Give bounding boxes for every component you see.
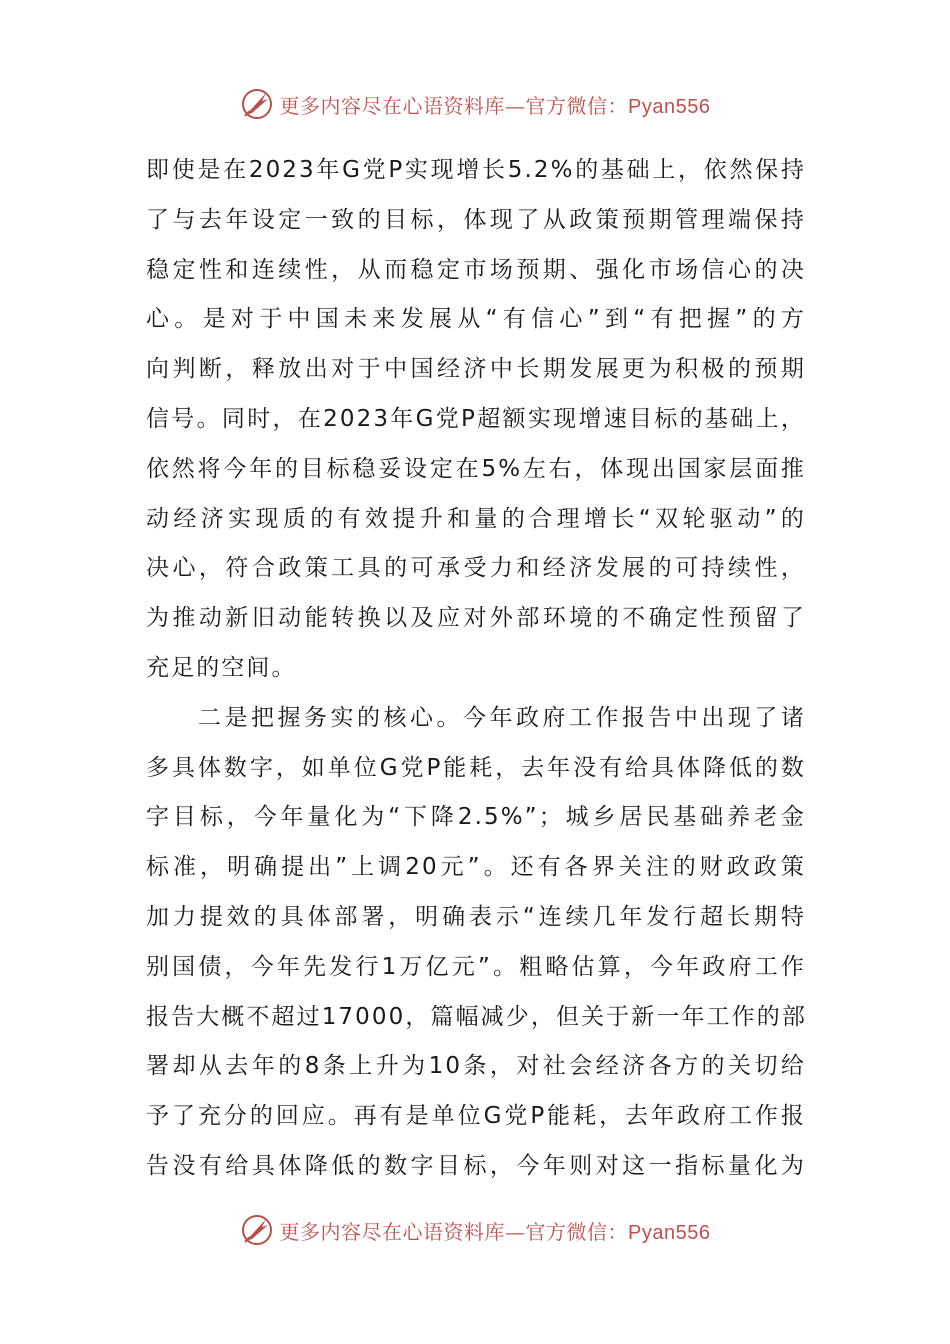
body-line: 依然将今年的目标稳妥设定在5%左右，体现出国家层面推: [146, 455, 806, 482]
quill-logo-icon: [240, 1213, 274, 1247]
body-line: 信号。同时，在2023年G党P超额实现增速目标的基础上，: [146, 405, 806, 432]
body-line: 署却从去年的8条上升为10条，对社会经济各方的关切给: [146, 1053, 806, 1080]
body-line: 字目标，今年量化为“下降2.5%”；城乡居民基础养老金: [146, 804, 806, 831]
body-line: 心。是对于中国未来发展从“有信心”到“有把握”的方: [146, 306, 806, 333]
footer-banner-text-group: [280, 1216, 711, 1245]
body-line: 动经济实现质的有效提升和量的合理增长“双轮驱动”的: [146, 505, 806, 532]
body-line: 加力提效的具体部署，明确表示“连续几年发行超长期特: [146, 903, 806, 930]
header-banner-id: Pyan556: [628, 95, 711, 118]
body-line: 多具体数字，如单位G党P能耗，去年没有给具体降低的数: [146, 754, 806, 781]
body-line: 决心，符合政策工具的可承受力和经济发展的可持续性，: [146, 555, 806, 582]
document-body: [146, 146, 806, 1192]
body-line: 二是把握务实的核心。今年政府工作报告中出现了诸: [198, 704, 806, 731]
header-banner-separator: —: [505, 93, 526, 118]
body-line: 即使是在2023年G党P实现增长5.2%的基础上，依然保持: [146, 157, 806, 183]
header-banner-text: 更多内容尽在心语资料库: [279, 93, 506, 118]
header-banner-text-group: [280, 90, 711, 119]
header-banner-label: 官方微信：: [525, 93, 629, 118]
body-line: 标准，明确提出”上调20元”。还有各界关注的财政政策: [146, 854, 806, 881]
body-line: 稳定性和连续性，从而稳定市场预期、强化市场信心的决: [146, 256, 806, 283]
body-line: 别国债，今年先发行1万亿元”。粗略估算，今年政府工作: [146, 953, 806, 980]
footer-banner-separator: —: [505, 1219, 526, 1244]
body-line: 充足的空间。: [146, 654, 297, 681]
footer-banner-text: 更多内容尽在心语资料库: [279, 1219, 506, 1244]
quill-logo-icon: [240, 87, 274, 121]
body-line: 了与去年设定一致的目标，体现了从政策预期管理端保持: [146, 206, 806, 233]
footer-banner-label: 官方微信：: [525, 1219, 629, 1244]
footer-banner-id: Pyan556: [628, 1221, 711, 1244]
body-line: 报告大概不超过17000，篇幅减少，但关于新一年工作的部: [146, 1003, 807, 1030]
body-line: 告没有给具体降低的数字目标，今年则对这一指标量化为: [146, 1152, 806, 1179]
header-banner: [0, 84, 950, 124]
footer-banner: [0, 1210, 950, 1250]
body-line: 予了充分的回应。再有是单位G党P能耗，去年政府工作报: [146, 1103, 806, 1130]
body-line: 为推动新旧动能转换以及应对外部环境的不确定性预留了: [146, 605, 806, 632]
body-line: 向判断，释放出对于中国经济中长期发展更为积极的预期: [146, 356, 806, 383]
